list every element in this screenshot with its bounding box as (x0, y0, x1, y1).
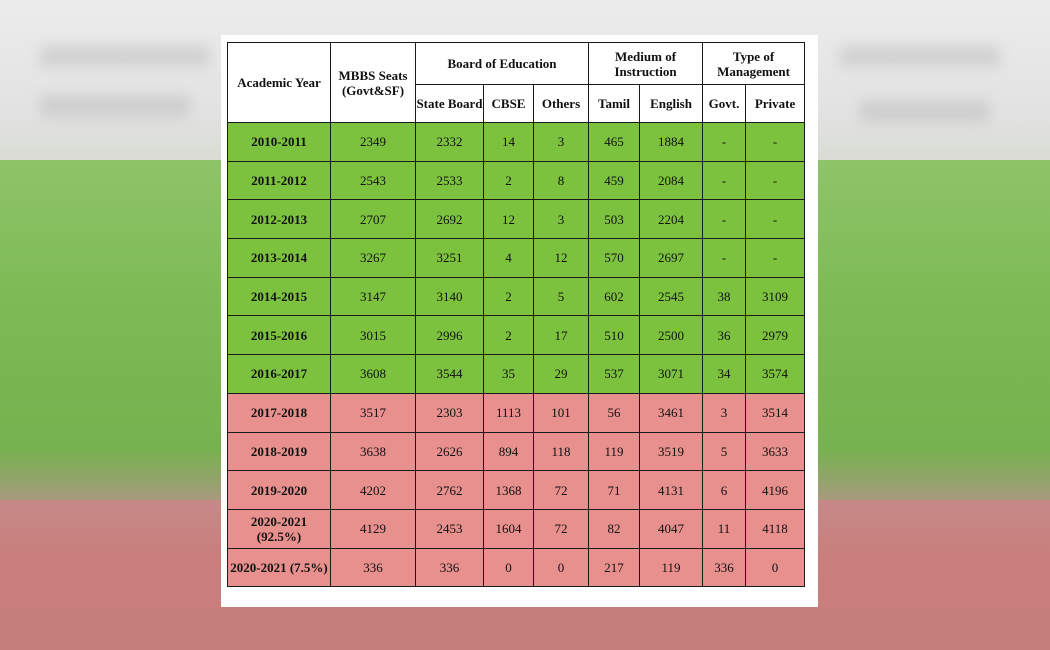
cell-govt: 36 (703, 316, 746, 355)
cell-cbse: 0 (484, 548, 534, 587)
cell-others: 12 (534, 239, 589, 278)
cell-mbbs-seats: 3147 (331, 277, 416, 316)
cell-others: 0 (534, 548, 589, 587)
cell-state-board: 2626 (416, 432, 484, 471)
table-card (221, 35, 818, 607)
cell-private: 4196 (746, 471, 805, 510)
cell-tamil: 82 (589, 509, 640, 548)
cell-tamil: 119 (589, 432, 640, 471)
cell-tamil: 56 (589, 393, 640, 432)
cell-private: 3514 (746, 393, 805, 432)
cell-mbbs-seats: 3517 (331, 393, 416, 432)
cell-mbbs-seats: 3015 (331, 316, 416, 355)
cell-cbse: 35 (484, 355, 534, 394)
cell-state-board: 2996 (416, 316, 484, 355)
cell-tamil: 503 (589, 200, 640, 239)
cell-mbbs-seats: 3638 (331, 432, 416, 471)
cell-others: 29 (534, 355, 589, 394)
cell-mbbs-seats: 2349 (331, 123, 416, 162)
cell-tamil: 602 (589, 277, 640, 316)
cell-tamil: 459 (589, 161, 640, 200)
cell-private: 3574 (746, 355, 805, 394)
cell-private: 3109 (746, 277, 805, 316)
cell-academic-year: 2018-2019 (228, 432, 331, 471)
table-row (228, 161, 805, 200)
cell-state-board: 3544 (416, 355, 484, 394)
table-row (228, 509, 805, 548)
cell-english: 2500 (640, 316, 703, 355)
cell-private: - (746, 200, 805, 239)
header-board-of-education: Board of Education (416, 43, 589, 85)
cell-tamil: 465 (589, 123, 640, 162)
cell-tamil: 71 (589, 471, 640, 510)
cell-others: 118 (534, 432, 589, 471)
cell-govt: - (703, 161, 746, 200)
header-medium-of-instruction: Medium of Instruction (589, 43, 703, 85)
cell-english: 119 (640, 548, 703, 587)
header-others: Others (534, 85, 589, 123)
cell-others: 8 (534, 161, 589, 200)
cell-govt: 11 (703, 509, 746, 548)
table-row (228, 123, 805, 162)
cell-private: - (746, 161, 805, 200)
cell-govt: 6 (703, 471, 746, 510)
cell-state-board: 2762 (416, 471, 484, 510)
cell-tamil: 570 (589, 239, 640, 278)
table-row (228, 239, 805, 278)
header-cbse: CBSE (484, 85, 534, 123)
cell-private: - (746, 239, 805, 278)
cell-govt: - (703, 200, 746, 239)
cell-academic-year: 2017-2018 (228, 393, 331, 432)
cell-state-board: 2692 (416, 200, 484, 239)
cell-mbbs-seats: 3267 (331, 239, 416, 278)
cell-academic-year: 2012-2013 (228, 200, 331, 239)
cell-academic-year: 2020-2021 (92.5%) (228, 509, 331, 548)
cell-state-board: 2533 (416, 161, 484, 200)
cell-others: 17 (534, 316, 589, 355)
cell-academic-year: 2014-2015 (228, 277, 331, 316)
cell-govt: 5 (703, 432, 746, 471)
cell-state-board: 3251 (416, 239, 484, 278)
cell-tamil: 510 (589, 316, 640, 355)
cell-english: 3071 (640, 355, 703, 394)
cell-govt: - (703, 239, 746, 278)
table-row (228, 548, 805, 587)
header-english: English (640, 85, 703, 123)
cell-cbse: 14 (484, 123, 534, 162)
header-academic-year: Academic Year (228, 43, 331, 123)
table-row (228, 355, 805, 394)
cell-tamil: 217 (589, 548, 640, 587)
cell-others: 101 (534, 393, 589, 432)
cell-govt: 3 (703, 393, 746, 432)
cell-mbbs-seats: 2707 (331, 200, 416, 239)
cell-state-board: 3140 (416, 277, 484, 316)
cell-english: 2545 (640, 277, 703, 316)
table-body (228, 123, 805, 587)
cell-english: 4047 (640, 509, 703, 548)
cell-private: 2979 (746, 316, 805, 355)
cell-cbse: 1113 (484, 393, 534, 432)
cell-others: 72 (534, 509, 589, 548)
cell-mbbs-seats: 4202 (331, 471, 416, 510)
cell-cbse: 2 (484, 161, 534, 200)
cell-english: 3461 (640, 393, 703, 432)
table-row (228, 277, 805, 316)
cell-cbse: 894 (484, 432, 534, 471)
cell-cbse: 1604 (484, 509, 534, 548)
cell-cbse: 2 (484, 316, 534, 355)
cell-english: 2697 (640, 239, 703, 278)
cell-academic-year: 2020-2021 (7.5%) (228, 548, 331, 587)
cell-academic-year: 2016-2017 (228, 355, 331, 394)
table-row (228, 316, 805, 355)
table-row (228, 200, 805, 239)
table-row (228, 432, 805, 471)
cell-cbse: 1368 (484, 471, 534, 510)
cell-tamil: 537 (589, 355, 640, 394)
header-state-board: State Board (416, 85, 484, 123)
cell-govt: 34 (703, 355, 746, 394)
cell-others: 3 (534, 123, 589, 162)
cell-private: 4118 (746, 509, 805, 548)
cell-cbse: 12 (484, 200, 534, 239)
cell-state-board: 2453 (416, 509, 484, 548)
cell-academic-year: 2010-2011 (228, 123, 331, 162)
cell-english: 2204 (640, 200, 703, 239)
cell-english: 3519 (640, 432, 703, 471)
cell-govt: 336 (703, 548, 746, 587)
cell-private: - (746, 123, 805, 162)
cell-cbse: 4 (484, 239, 534, 278)
header-mbbs-seats: MBBS Seats (Govt&SF) (331, 43, 416, 123)
cell-mbbs-seats: 3608 (331, 355, 416, 394)
cell-academic-year: 2019-2020 (228, 471, 331, 510)
cell-english: 1884 (640, 123, 703, 162)
header-private: Private (746, 85, 805, 123)
cell-govt: - (703, 123, 746, 162)
cell-english: 2084 (640, 161, 703, 200)
cell-cbse: 2 (484, 277, 534, 316)
cell-state-board: 336 (416, 548, 484, 587)
table-row (228, 393, 805, 432)
header-govt: Govt. (703, 85, 746, 123)
cell-mbbs-seats: 4129 (331, 509, 416, 548)
cell-state-board: 2303 (416, 393, 484, 432)
cell-private: 0 (746, 548, 805, 587)
cell-academic-year: 2015-2016 (228, 316, 331, 355)
cell-govt: 38 (703, 277, 746, 316)
cell-others: 5 (534, 277, 589, 316)
cell-mbbs-seats: 336 (331, 548, 416, 587)
cell-others: 3 (534, 200, 589, 239)
cell-others: 72 (534, 471, 589, 510)
cell-english: 4131 (640, 471, 703, 510)
header-tamil: Tamil (589, 85, 640, 123)
mbbs-admission-table (227, 42, 805, 587)
cell-academic-year: 2013-2014 (228, 239, 331, 278)
cell-mbbs-seats: 2543 (331, 161, 416, 200)
header-type-of-management: Type of Management (703, 43, 805, 85)
cell-academic-year: 2011-2012 (228, 161, 331, 200)
cell-private: 3633 (746, 432, 805, 471)
cell-state-board: 2332 (416, 123, 484, 162)
table-row (228, 471, 805, 510)
